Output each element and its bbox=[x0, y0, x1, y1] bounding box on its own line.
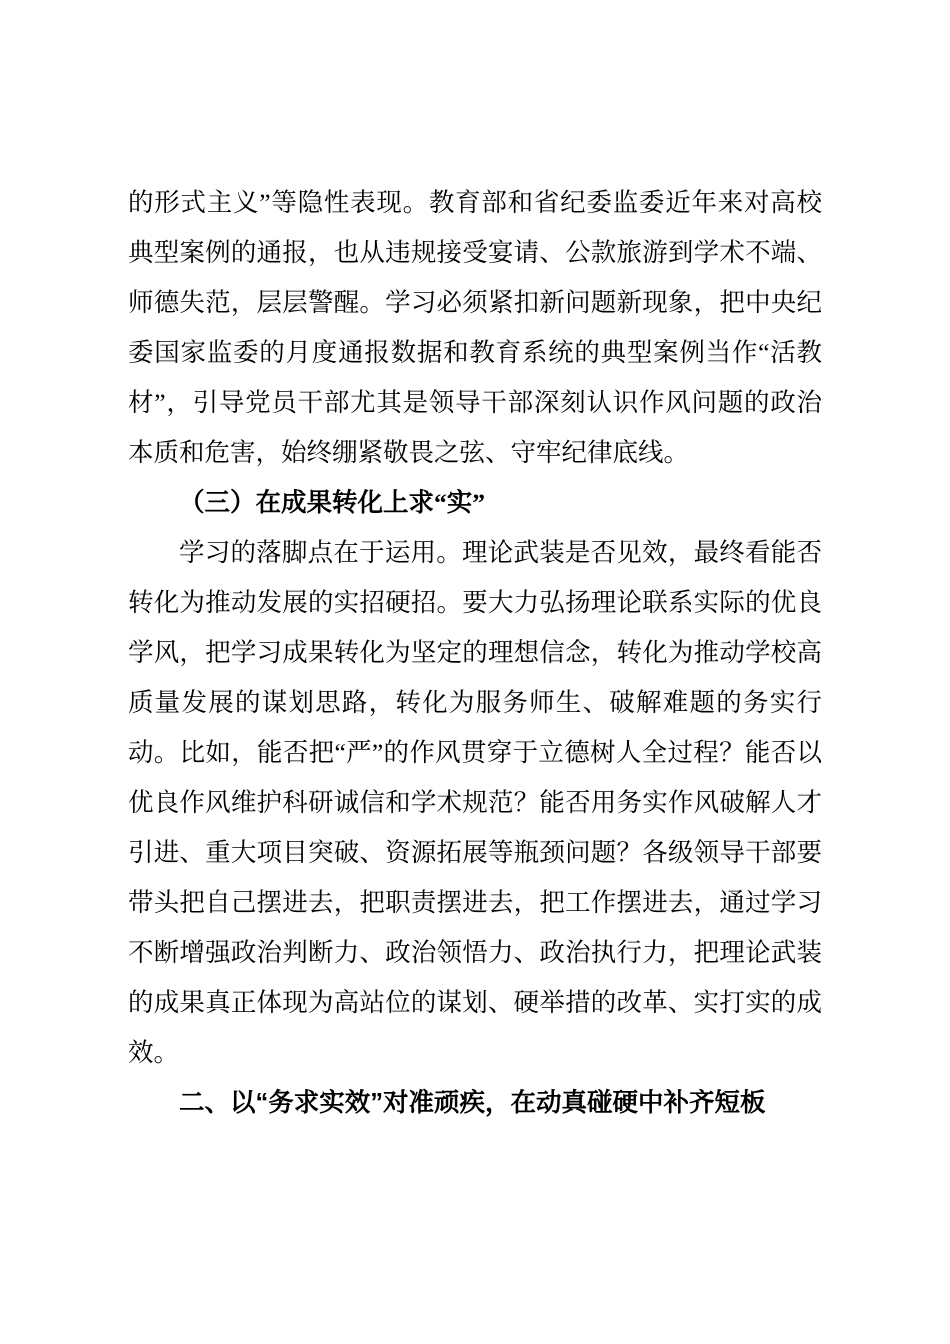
subsection-heading: （三）在成果转化上求“实” bbox=[179, 488, 486, 517]
paragraph-continuation: 的形式主义”等隐性表现。教育部和省纪委监委近年来对高校典型案例的通报，也从违规接受宴请、公款旅游到学术不端、师德失范，层层警醒。学习必须紧扣新问题新现象，把中央纪委国家监委的月度通报数据和教育系统的典型案例当作“活教材”，引导党员干部尤其是领导干部深刻认识作风问题的政治本质和危害，始终绷紧敬畏之弦、守牢纪律底线。 bbox=[128, 188, 822, 467]
text-column bbox=[128, 178, 822, 1128]
paragraph: 学习的落脚点在于运用。理论武装是否见效，最终看能否转化为推动发展的实招硬招。要大力弘扬理论联系实际的优良学风，把学习成果转化为坚定的理想信念，转化为推动学校高质量发展的谋划思路，转化为服务师生、破解难题的务实行动。比如，能否把“严”的作风贯穿于立德树人全过程？能否以优良作风维护科研诚信和学术规范？能否用务实作风破解人才引进、重大项目突破、资源拓展等瓶颈问题？各级领导干部要带头把自己摆进去，把职责摆进去，把工作摆进去，通过学习不断增强政治判断力、政治领悟力、政治执行力，把理论武装的成果真正体现为高站位的谋划、硬举措的改革、实打实的成效。 bbox=[128, 538, 822, 1067]
section-heading: 二、以“务求实效”对准顽疾，在动真碰硬中补齐短板 bbox=[179, 1089, 766, 1117]
